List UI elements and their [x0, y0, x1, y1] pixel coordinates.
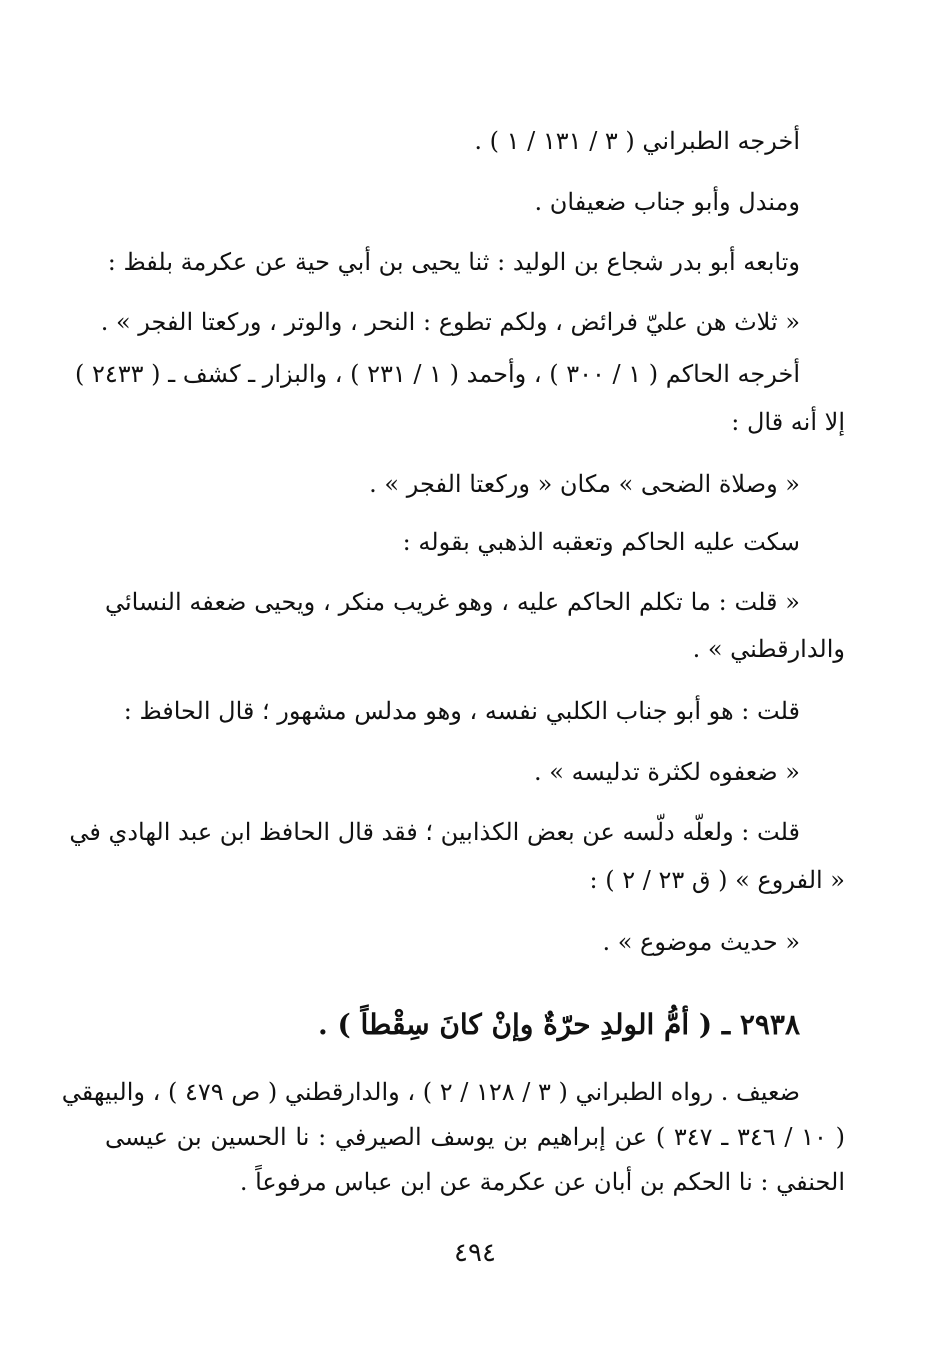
text-line: ( ١٠ / ٣٤٦ ـ ٣٤٧ ) عن إبراهيم بن يوسف الصيرفي : نا الحسين بن عيسى [105, 1123, 845, 1151]
text-line: قلت : ولعلّه دلّسه عن بعض الكذابين ؛ فقد قال الحافظ ابن عبد الهادي في [69, 818, 800, 846]
text-line: سكت عليه الحاكم وتعقبه الذهبي بقوله : [402, 528, 800, 556]
hadith-heading: ٢٩٣٨ ـ ( أمُّ الولدِ حرّةٌ وإنْ كانَ سِقْطاً ) . [317, 1008, 800, 1041]
text-line: قلت : هو أبو جناب الكلبي نفسه ، وهو مدلس مشهور ؛ قال الحافظ : [123, 697, 800, 725]
text-line: أخرجه الحاكم ( ١ / ٣٠٠ ) ، وأحمد ( ١ / ٢٣١ ) ، والبزار ـ كشف ـ ( ٢٤٣٣ ) [74, 360, 800, 388]
text-line: إلا أنه قال : [731, 408, 845, 436]
page-number: ٤٩٤ [454, 1238, 496, 1268]
text-line: « وصلاة الضحى » مكان « وركعتا الفجر » . [369, 470, 800, 498]
text-line: « قلت : ما تكلم الحاكم عليه ، وهو غريب منكر ، ويحيى ضعفه النسائي [105, 588, 800, 616]
text-line: وتابعه أبو بدر شجاع بن الوليد : ثنا يحيى بن أبي حية عن عكرمة بلفظ : [107, 248, 800, 276]
text-line: والدارقطني » . [692, 635, 845, 663]
text-line: « حديث موضوع » . [602, 928, 800, 956]
text-line: « ضعفوه لكثرة تدليسه » . [534, 758, 800, 786]
text-line: « الفروع » ( ق ٢٣ / ٢ ) : [589, 866, 845, 894]
text-line: أخرجه الطبراني ( ٣ / ١٣١ / ١ ) . [474, 127, 800, 155]
text-line: « ثلاث هن عليّ فرائض ، ولكم تطوع : النحر ، والوتر ، وركعتا الفجر » . [100, 308, 800, 336]
text-line: الحنفي : نا الحكم بن أبان عن عكرمة عن ابن عباس مرفوعاً . [239, 1168, 845, 1196]
text-line: ومندل وأبو جناب ضعيفان . [534, 188, 800, 216]
text-line: ضعيف . رواه الطبراني ( ٣ / ١٢٨ / ٢ ) ، والدارقطني ( ص ٤٧٩ ) ، والبيهقي [61, 1078, 800, 1106]
